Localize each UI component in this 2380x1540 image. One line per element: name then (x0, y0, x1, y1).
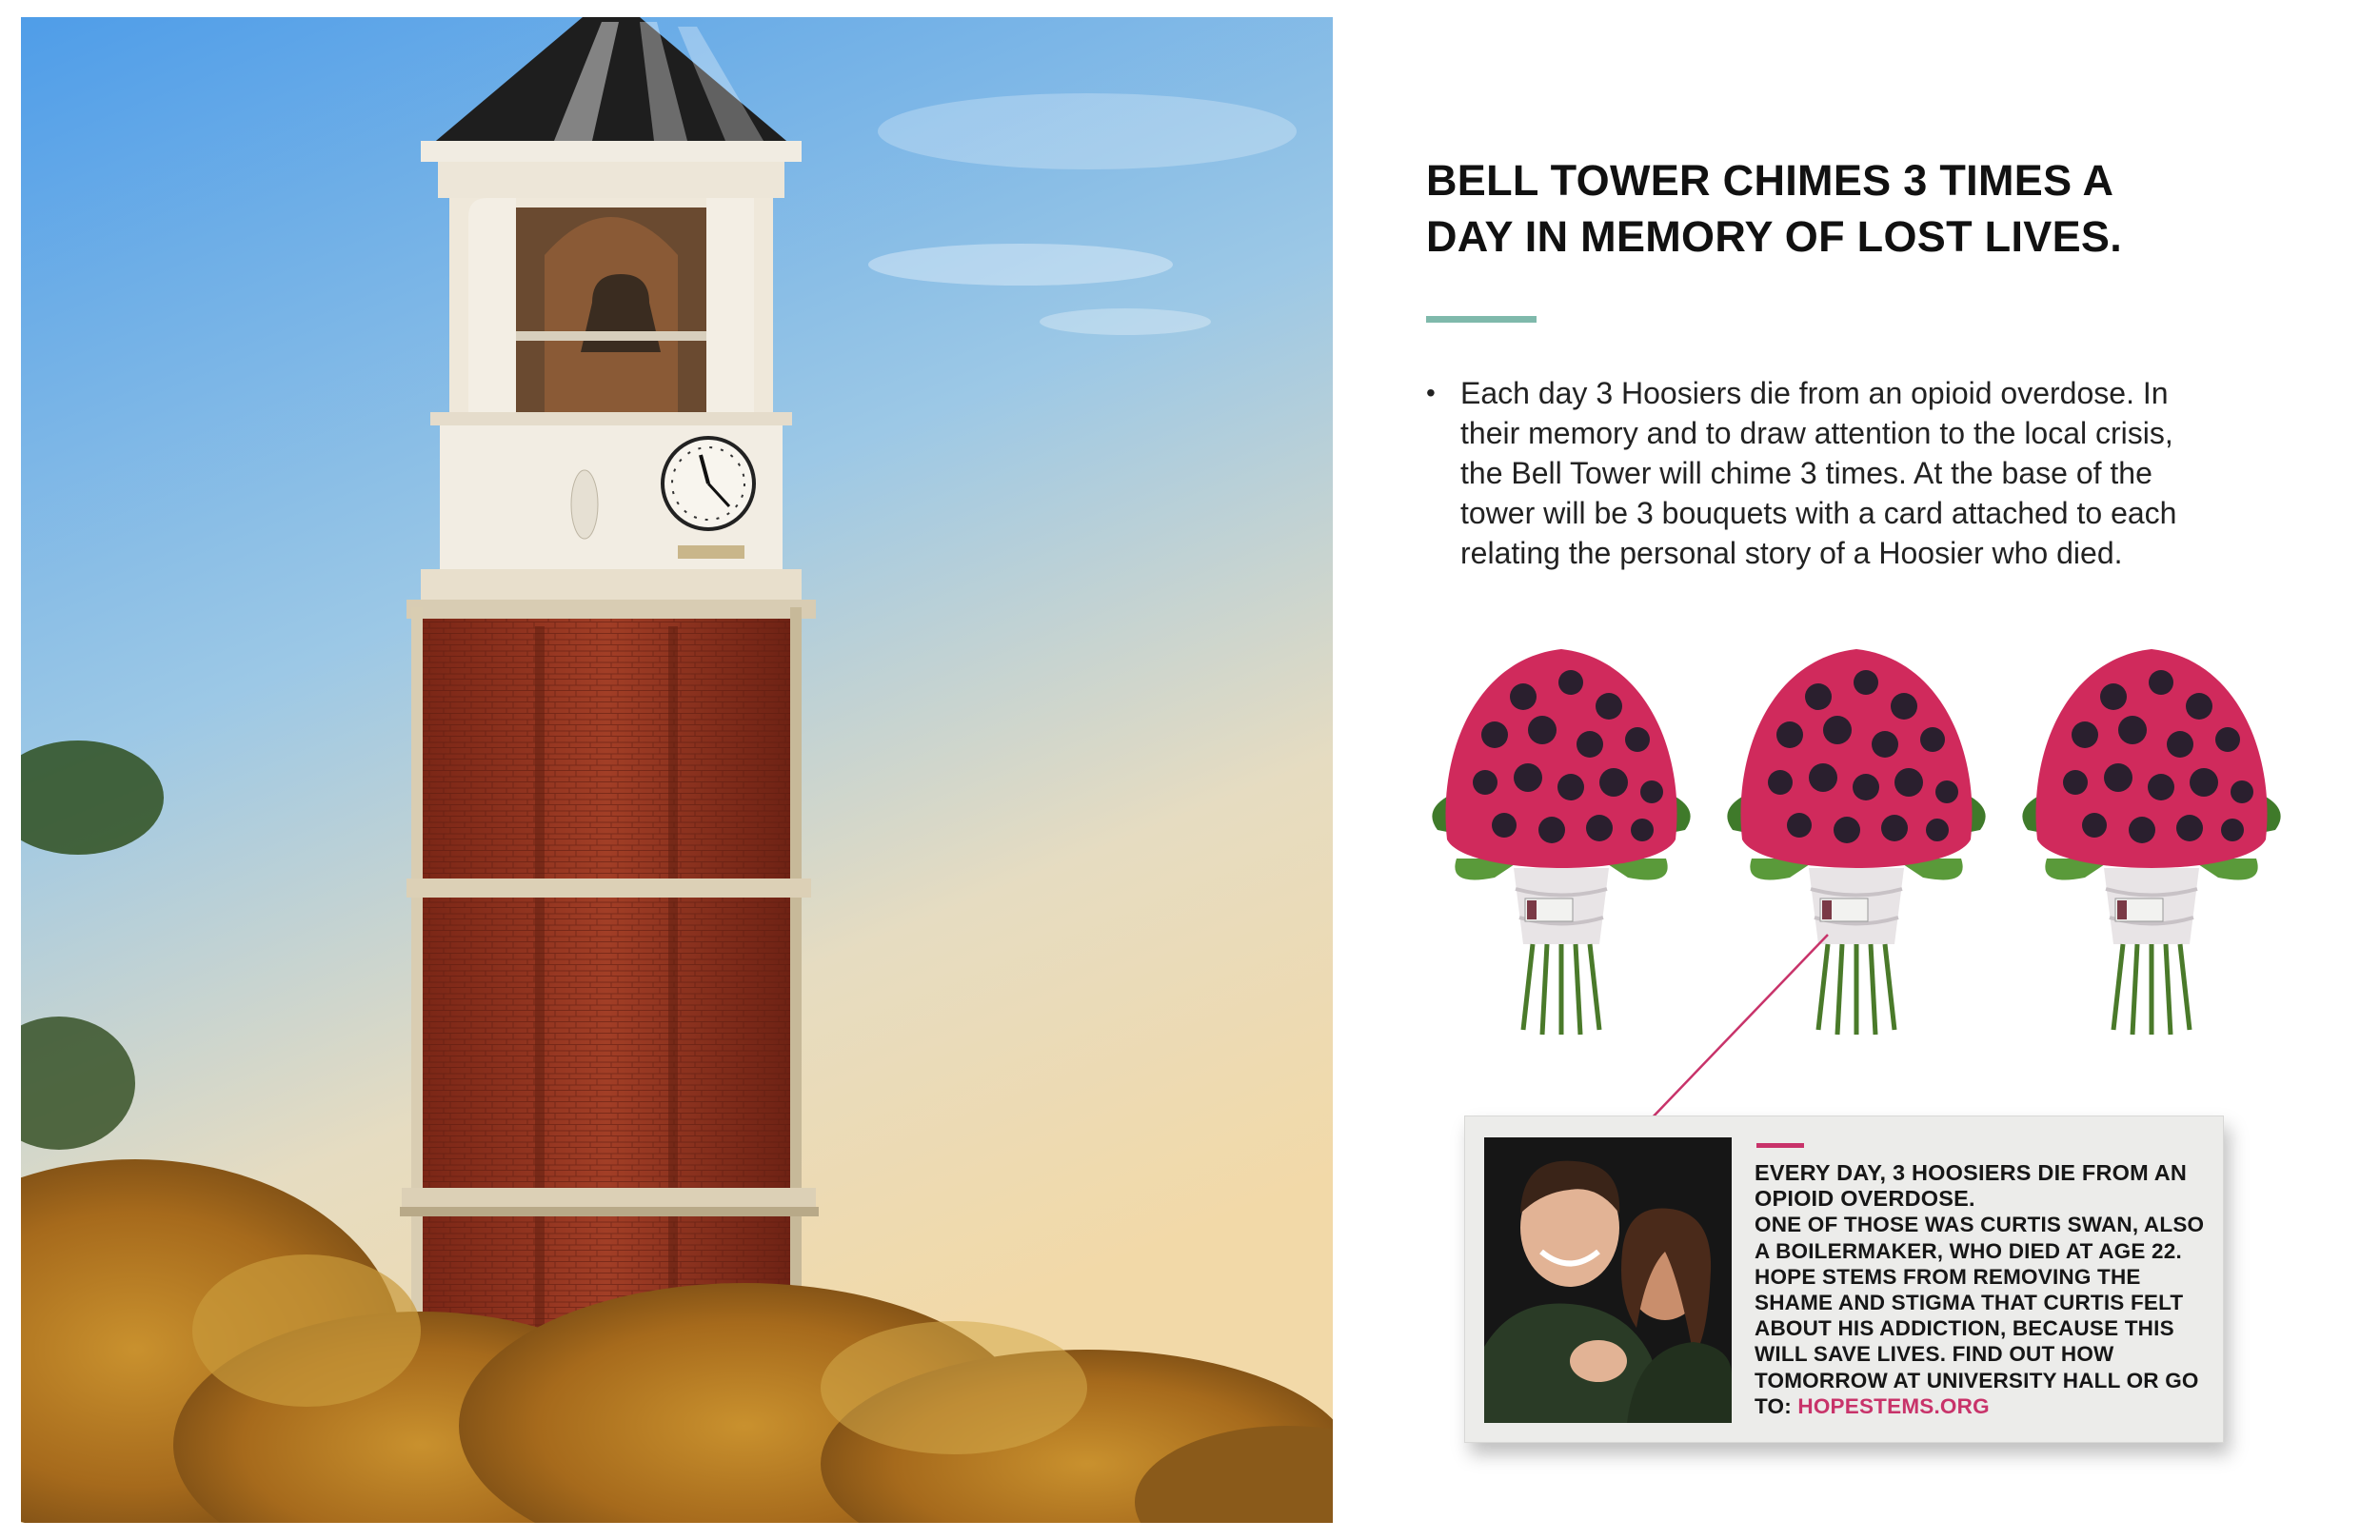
card-text (1755, 1160, 2211, 1419)
card-photo (1484, 1137, 1732, 1423)
card-website-link[interactable]: HOPESTEMS.ORG (1797, 1393, 1990, 1418)
body-bullet-list (1426, 373, 2178, 573)
card-accent-rule (1756, 1143, 1804, 1148)
accent-rule (1426, 316, 1537, 323)
headline: BELL TOWER CHIMES 3 TIMES A DAY IN MEMORY OF LOST LIVES. (1426, 156, 2123, 261)
bullet-dot-icon: • (1426, 378, 1436, 407)
bouquet-row (1418, 640, 2313, 1039)
card-lead: EVERY DAY, 3 HOOSIERS DIE FROM AN OPIOID OVERDOSE. (1755, 1160, 2188, 1212)
card-story: ONE OF THOSE WAS CURTIS SWAN, ALSO A BOILERMAKER, WHO DIED AT AGE 22. HOPE STEMS FROM REMOVING THE SHAME AND STIGMA THAT CURTIS FELT ABOUT HIS ADDICTION, BECAUSE THIS WILL SAVE LIVES. FIND OUT HOW TOMORROW AT UNIVERSITY HALL OR GO TO: (1755, 1213, 2205, 1418)
memorial-card (1464, 1116, 2224, 1443)
body-bullet-text: Each day 3 Hoosiers die from an opioid overdose. In their memory and to draw attention to the local crisis, the Bell Tower will chime 3 times. At the base of the tower will be 3 bouquets with a card attached to each relating the personal story of a Hoosier who died. (1460, 376, 2177, 570)
bouquet-illustration (1418, 640, 1704, 1039)
bouquet-illustration (2009, 640, 2294, 1039)
bouquet-illustration (1714, 640, 1999, 1039)
bell-tower-photo (21, 17, 1333, 1523)
body-bullet (1426, 373, 2178, 573)
